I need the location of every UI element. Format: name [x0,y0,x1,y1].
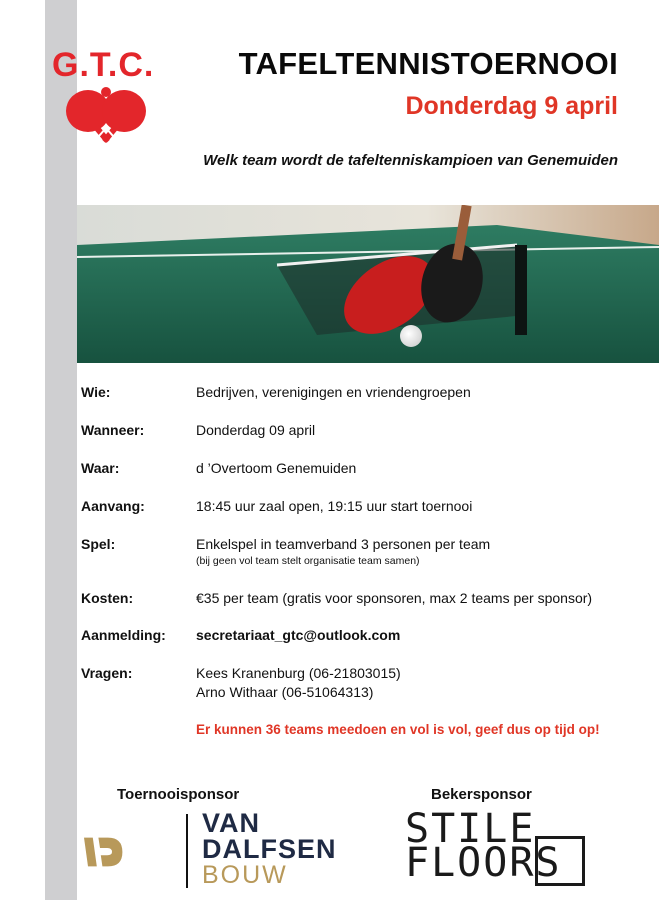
tournament-sponsor-label: Toernooisponsor [117,786,240,803]
contact-2: Arno Withaar (06-51064313) [196,684,374,700]
info-label: Kosten: [81,590,134,606]
logo-text: G.T.C. [52,46,155,84]
info-value-main: Enkelspel in teamverband 3 personen per team [196,536,491,552]
email-link[interactable]: secretariaat_gtc@outlook.com [196,627,401,643]
vd-line1: VAN [202,808,261,838]
info-value: Bedrijven, verenigingen en vriendengroepen [196,384,471,400]
info-value: Donderdag 09 april [196,422,316,438]
van-dalfsen-wordmark [202,810,337,888]
info-value [196,535,651,568]
stile-line2: FLOORS [405,840,562,886]
capacity-warning: Er kunnen 36 teams meedoen en vol is vol, geef dus op tijd op! [196,722,600,737]
stile-line1: STILE [405,806,536,852]
info-value: d ’Overtoom Genemuiden [196,460,357,476]
info-label: Aanvang: [81,498,145,514]
stile-square-icon [535,836,585,886]
info-value [196,664,651,702]
info-label: Aanmelding: [81,627,166,643]
contact-1: Kees Kranenburg (06-21803015) [196,665,401,681]
info-note: (bij geen vol team stelt organisatie team samen) [196,555,420,567]
vd-line2: DALFSEN [202,834,337,864]
event-date: Donderdag 9 april [405,92,618,120]
info-value: €35 per team (gratis voor sponsoren, max 2 teams per sponsor) [196,590,593,606]
page-title: TAFELTENNISTOERNOOI [238,46,618,81]
table-tennis-photo [77,205,659,363]
sponsor-divider [186,814,188,888]
vd-line3: BOUW [202,861,288,889]
info-label: Waar: [81,460,120,476]
tagline: Welk team wordt de tafeltenniskampioen van Genemuiden [203,152,618,169]
info-value: 18:45 uur zaal open, 19:15 uur start toernooi [196,498,473,514]
info-label: Wie: [81,384,111,400]
gtc-logo [50,46,175,146]
table-tennis-paddles-icon [58,84,158,146]
cup-sponsor-label: Bekersponsor [431,786,532,803]
info-label: Vragen: [81,665,133,681]
info-label: Spel: [81,536,116,552]
van-dalfsen-logo-icon [84,812,184,892]
info-label: Wanneer: [81,422,145,438]
